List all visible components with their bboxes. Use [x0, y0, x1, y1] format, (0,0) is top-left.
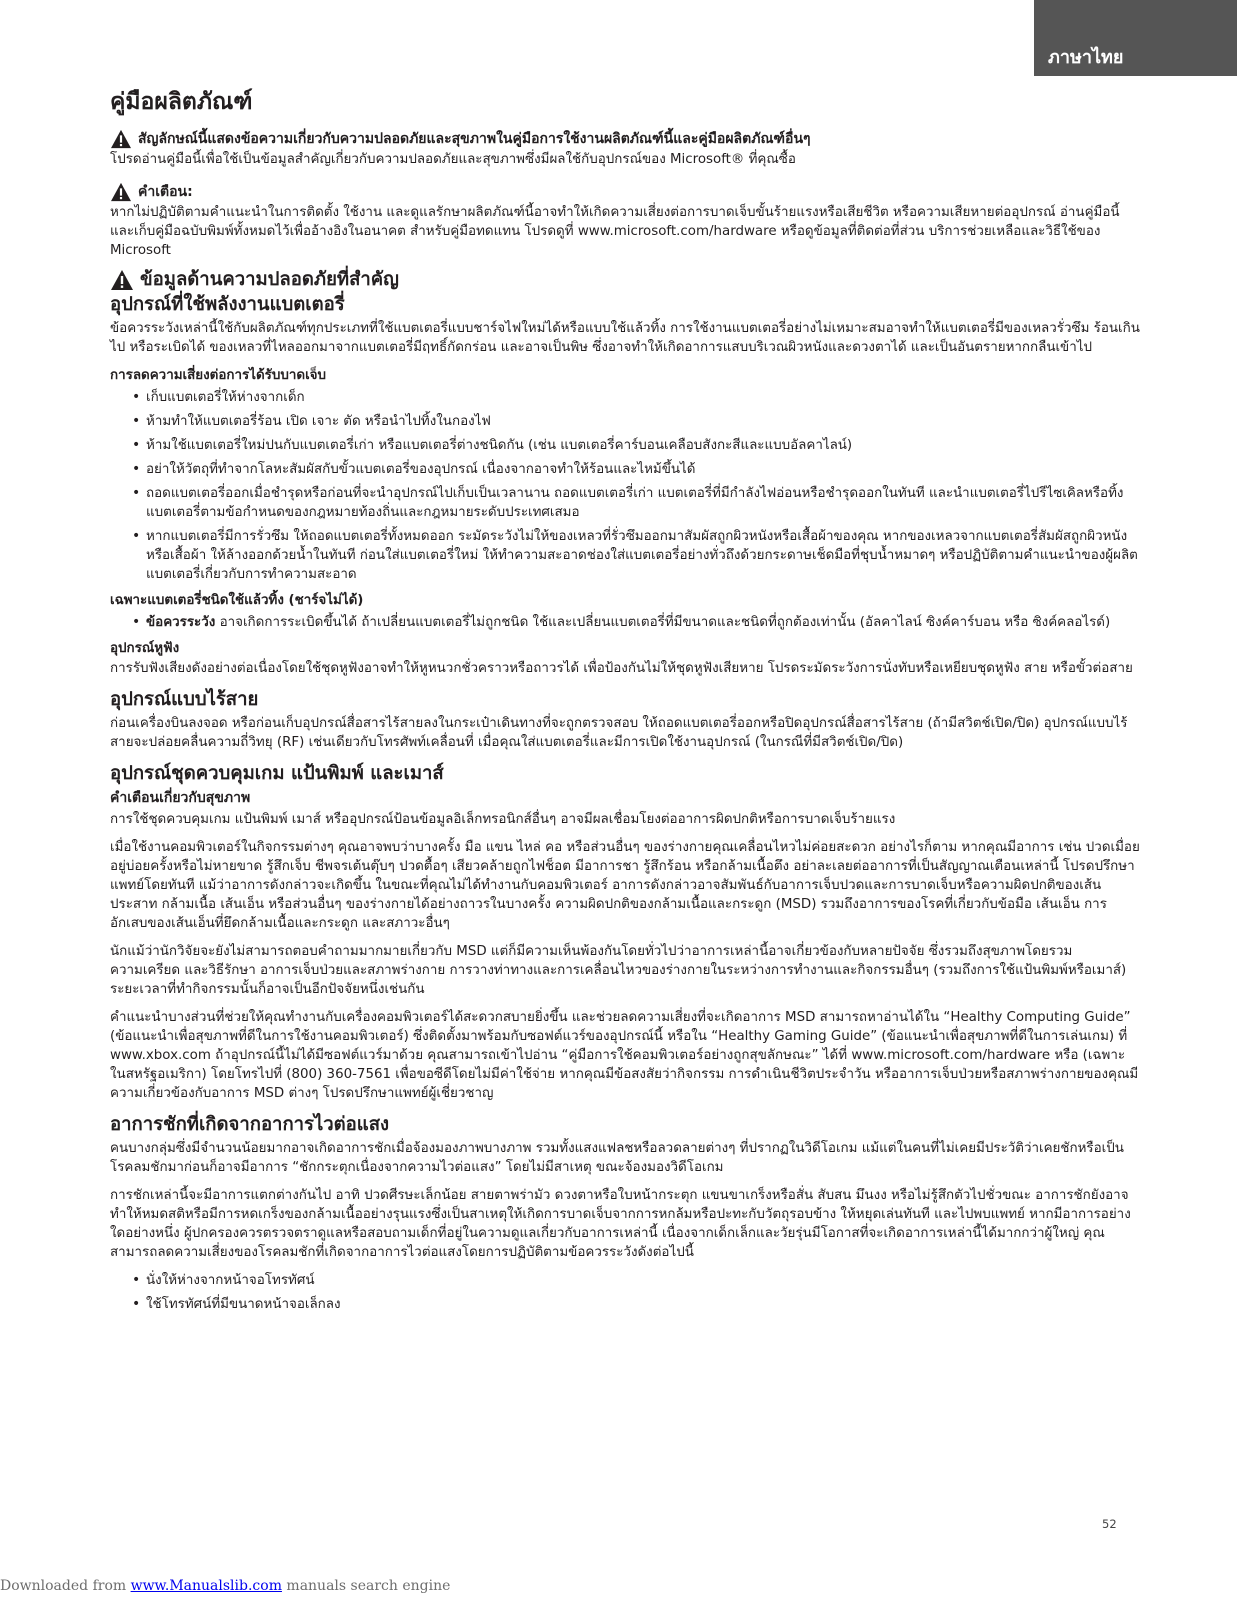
input-paragraph-1: การใช้ชุดควบคุมเกม แป้นพิมพ์ เมาส์ หรืออุปกรณ์ป้อนข้อมูลอิเล็กทรอนิกส์อื่นๆ อาจมีผลเชื่อมโยงต่ออาการผิดปกติหรือการบาดเจ็บร้ายแรง: [110, 812, 896, 827]
input-paragraph-3: นักแม้ว่านักวิจัยจะยังไม่สามารถตอบคำถามมากมายเกี่ยวกับ MSD แต่ก็มีความเห็นพ้องกันโดยทั่วไปว่าอาการเหล่านี้อาจเกี่ยวข้องกับหลายปัจจัย ซึ่งรวมถึงสุขภาพโดยรวม ความเครียด และวิธีรักษา อาการเจ็บป่วยและสภาพร่างกาย การวางท่าทางและการเคลื่อนไหวของร่างกายในระหว่างการทำงานและกิจกรรมอื่นๆ (รวมถึงการใช้แป้นพิมพ์หรือเมาส์) ระยะเวลาที่ทำกิจกรรมนั้นก็อาจเป็นอีกปัจจัยหนึ่งเช่นกัน: [110, 944, 1127, 997]
wireless-heading: อุปกรณ์แบบไร้สาย: [110, 689, 259, 710]
seizures-paragraph-2: การชักเหล่านี้จะมีอาการแตกต่างกันไป อาทิ ปวดศีรษะเล็กน้อย สายตาพร่ามัว ดวงตาหรือใบหน้ากระตุก แขนขาเกร็งหรือสั่น สับสน มึนงง หรือไม่รู้สึกตัวไปชั่วขณะ อาการชักยังอาจทำให้หมดสติหรือมีการหดเกร็งของกล้ามเนื้ออย่างรุนแรงซึ่งเป็นสาเหตุให้เกิดการบาดเจ็บจากการหกล้มหรือปะทะกับวัตถุรอบข้าง ให้หยุดเล่นทันที และไปพบแพทย์ หากมีอาการอย่างใดอย่างหนึ่ง ผู้ปกครองควรตรวจตราดูแลหรือสอบถามเด็กที่อยู่ในความดูแลเกี่ยวกับอาการเหล่านี้ เนื่องจากเด็กเล็กและวัยรุ่นมีโอกาสที่จะเกิดอาการเหล่านี้ได้มากกว่าผู้ใหญ่ คุณสามารถลดความเสี่ยงของโรคลมชักที่เกิดจากอาการไวต่อแสงโดยการปฏิบัติตามข้อควรระวังดังต่อไปนี้: [110, 1188, 1131, 1260]
health-warning-heading: คำเตือนเกี่ยวกับสุขภาพ: [110, 790, 251, 806]
warning-triangle-icon: [110, 182, 132, 202]
caution-text: อาจเกิดการระเบิดขึ้นได้ ถ้าเปลี่ยนแบตเตอรี่ไม่ถูกชนิด ใช้และเปลี่ยนแบตเตอรี่ที่มีขนาดและชนิดที่ถูกต้องเท่านั้น (อัลคาไลน์ ซิงค์คาร์บอน หรือ ซิงค์คลอไรด์): [215, 615, 1111, 630]
wireless-paragraph: ก่อนเครื่องบินลงจอด หรือก่อนเก็บอุปกรณ์สื่อสารไร้สายลงในกระเป๋าเดินทางที่จะถูกตรวจสอบ ให้ถอดแบตเตอรี่ออกหรือปิดอุปกรณ์สื่อสารไร้สาย (ถ้ามีสวิตช์เปิด/ปิด) อุปกรณ์แบบไร้สายจะปล่อยคลื่นความถี่วิทยุ (RF) เช่นเดียวกับโทรศัพท์เคลื่อนที่ เมื่อคุณใส่แบตเตอรี่และมีการเปิดใช้งานอุปกรณ์ (ในกรณีที่มีสวิตช์เปิด/ปิด): [110, 716, 1128, 750]
input-devices-heading: อุปกรณ์ชุดควบคุมเกม แป้นพิมพ์ และเมาส์: [110, 763, 444, 784]
headset-heading: อุปกรณ์หูฟัง: [110, 641, 180, 656]
footer-prefix: Downloaded from: [0, 1578, 131, 1594]
seizures-heading: อาการชักที่เกิดจากอาการไวต่อแสง: [110, 1114, 390, 1135]
list-item: [110, 613, 1140, 632]
list-item: • ห้ามใช้แบตเตอรี่ใหม่ปนกับแบตเตอรี่เก่า หรือแบตเตอรี่ต่างชนิดกัน (เช่น แบตเตอรี่คาร์บอนเคลือบสังกะสีและแบบอัลคาไลน์): [110, 436, 1140, 455]
disposable-list: [110, 613, 1140, 632]
seizures-paragraph-1: คนบางกลุ่มซึ่งมีจำนวนน้อยมากอาจเกิดอาการชักเมื่อจ้องมองภาพบางภาพ รวมทั้งแสงแฟลชหรือลวดลายต่างๆ ที่ปรากฏในวิดีโอเกม แม้แต่ในคนที่ไม่เคยมีประวัติว่าเคยชักหรือเป็นโรคลมชักมาก่อนก็อาจมีอาการ “ชักกระตุกเนื่องจากความไวต่อแสง” โดยไม่มีสาเหตุ ขณะจ้องมองวิดีโอเกม: [110, 1141, 1124, 1175]
disposable-heading: เฉพาะแบตเตอรี่ชนิดใช้แล้วทิ้ง (ชาร์จไม่ได้): [110, 593, 364, 608]
list-item: • ถอดแบตเตอรี่ออกเมื่อชำรุดหรือก่อนที่จะนำอุปกรณ์ไปเก็บเป็นเวลานาน ถอดแบตเตอรี่เก่า แบตเตอรี่ที่มีกำลังไฟอ่อนหรือชำรุดออกในทันที และนำแบตเตอรี่ไปรีไซเคิลหรือทิ้งแบตเตอรี่ตามข้อกำหนดของกฎหมายท้องถิ่นและกฎหมายระดับประเทศเสมอ: [110, 484, 1140, 522]
risk-list: [110, 388, 1140, 584]
warning-triangle-icon: [110, 129, 132, 149]
list-item: • หากแบตเตอรี่มีการรั่วซึม ให้ถอดแบตเตอรี่ทั้งหมดออก ระมัดระวังไม่ให้ของเหลวที่รั่วซึมออกมาสัมผัสถูกผิวหนังหรือเสื้อผ้าของคุณ หากของเหลวจากแบตเตอรี่สัมผัสถูกผิวหนังหรือเสื้อผ้า ให้ล้างออกด้วยน้ำในทันที ก่อนใส่แบตเตอรี่ใหม่ ให้ทำความสะอาดช่องใส่แบตเตอรี่อย่างทั่วถึงด้วยกระดาษเช็ดมือที่ชุบน้ำหมาดๆ หรือปฏิบัติตามคำแนะนำของผู้ผลิตแบตเตอรี่เกี่ยวกับการทำความสะอาด: [110, 527, 1140, 584]
important-safety-heading: [110, 269, 1140, 291]
seizures-list: [110, 1271, 1140, 1314]
intro-paragraph: โปรดอ่านคู่มือนี้เพื่อใช้เป็นข้อมูลสำคัญเกี่ยวกับความปลอดภัยและสุขภาพซึ่งมีผลใช้กับอุปกรณ์ของ Microsoft® ที่คุณซื้อ: [110, 152, 796, 167]
safety-symbol-text: สัญลักษณ์นี้แสดงข้อความเกี่ยวกับความปลอดภัยและสุขภาพในคู่มือการใช้งานผลิตภัณฑ์นี้และคู่มือผลิตภัณฑ์อื่นๆ: [138, 131, 811, 147]
warning-heading: [110, 181, 1140, 203]
list-item: • เก็บแบตเตอรี่ให้ห่างจากเด็ก: [110, 388, 1140, 407]
download-footer: [0, 1578, 450, 1594]
battery-paragraph: ข้อควรระวังเหล่านี้ใช้กับผลิตภัณฑ์ทุกประเภทที่ใช้แบตเตอรี่แบบชาร์จไฟใหม่ได้หรือแบบใช้แล้วทิ้ง การใช้งานแบตเตอรี่อย่างไม่เหมาะสมอาจทำให้แบตเตอรี่มีของเหลวรั่วซึม ร้อนเกินไป หรือระเบิดได้ ของเหลวที่ไหลออกมาจากแบตเตอรี่มีฤทธิ์กัดกร่อน และอาจเป็นพิษ ซึ่งอาจทำให้เกิดอาการแสบบริเวณผิวหนังและดวงตาได้ และเป็นอันตรายหากกลืนเข้าไป: [110, 321, 1140, 355]
list-item: • ห้ามทำให้แบตเตอรี่ร้อน เปิด เจาะ ตัด หรือนำไปทิ้งในกองไฟ: [110, 412, 1140, 431]
list-item: • อย่าให้วัตถุที่ทำจากโลหะสัมผัสกับขั้วแบตเตอรี่ของอุปกรณ์ เนื่องจากอาจทำให้ร้อนและไหม้ขึ้นได้: [110, 460, 1140, 479]
page-content: [110, 86, 1140, 1320]
manualslib-link[interactable]: www.Manualslib.com: [130, 1578, 282, 1594]
input-paragraph-2: เมื่อใช้งานคอมพิวเตอร์ในกิจกรรมต่างๆ คุณอาจพบว่าบางครั้ง มือ แขน ไหล่ คอ หรือส่วนอื่นๆ ของร่างกายคุณเคลื่อนไหวไม่ค่อยสะดวก อย่างไรก็ตาม หากคุณมีอาการ เช่น ปวดเมื่อยอยู่บ่อยครั้งหรือไม่หายขาด รู้สึกเจ็บ ชีพจรเต้นตุ๊บๆ ปวดตื้อๆ เสียวคล้ายถูกไฟช็อต มีอาการชา รู้สึกร้อน หรือกล้ามเนื้อตึง อย่าละเลยต่ออาการที่เป็นสัญญาณเตือนเหล่านี้ โปรดปรึกษาแพทย์โดยทันที แม้ว่าอาการดังกล่าวจะเกิดขึ้น ในขณะที่คุณไม่ได้ทำงานกับคอมพิวเตอร์ อาการดังกล่าวอาจสัมพันธ์กับอาการเจ็บปวดและการบาดเจ็บหรือความผิดปกติของเส้นประสาท กล้ามเนื้อ เส้นเอ็น หรือส่วนอื่นๆ ของร่างกายได้อย่างถาวรในบางครั้ง ความผิดปกติของกล้ามเนื้อและกระดูก (MSD) รวมถึงอาการของโรคที่เกี่ยวกับข้อมือ เส้นเอ็น การอักเสบของเส้นเอ็นที่ยึดกล้ามเนื้อและกระดูก และสภาวะอื่นๆ: [110, 840, 1140, 931]
risk-heading: การลดความเสี่ยงต่อการได้รับบาดเจ็บ: [110, 368, 326, 383]
language-tab: ภาษาไทย: [1034, 0, 1237, 76]
important-safety-text: ข้อมูลด้านความปลอดภัยที่สำคัญ: [140, 269, 399, 290]
caution-label: ข้อควรระวัง: [146, 615, 216, 630]
footer-suffix: manuals search engine: [281, 1578, 451, 1594]
page-number: 52: [1102, 1517, 1117, 1531]
safety-symbol-notice: [110, 128, 1140, 150]
warning-triangle-icon: [110, 269, 134, 291]
input-paragraph-4: คำแนะนำบางส่วนที่ช่วยให้คุณทำงานกับเครื่องคอมพิวเตอร์ได้สะดวกสบายยิ่งขึ้น และช่วยลดความเสี่ยงที่จะเกิดอาการ MSD สามารถหาอ่านได้ใน “Healthy Computing Guide” (ข้อแนะนำเพื่อสุขภาพที่ดีในการใช้งานคอมพิวเตอร์) ซึ่งติดตั้งมาพร้อมกับซอฟต์แวร์ของอุปกรณ์นี้ หรือใน “Healthy Gaming Guide” (ข้อแนะนำเพื่อสุขภาพที่ดีในการเล่นเกม) ที่ www.xbox.com ถ้าอุปกรณ์นี้ไม่ได้มีซอฟต์แวร์มาด้วย คุณสามารถเข้าไปอ่าน “คู่มือการใช้คอมพิวเตอร์อย่างถูกสุขลักษณะ” ได้ที่ www.microsoft.com/hardware หรือ (เฉพาะในสหรัฐอเมริกา) โดยโทรไปที่ (800) 360-7561 เพื่อขอซีดีโดยไม่มีค่าใช้จ่าย หากคุณมีข้อสงสัยว่ากิจกรรม การดำเนินชีวิตประจำวัน หรืออาการเจ็บป่วยหรือสภาพร่างกายของคุณมีความเกี่ยวข้องกับอาการ MSD ต่างๆ โปรดปรึกษาแพทย์ผู้เชี่ยวชาญ: [110, 1010, 1139, 1101]
list-item: • นั่งให้ห่างจากหน้าจอโทรทัศน์: [110, 1271, 1140, 1290]
headset-paragraph: การรับฟังเสียงดังอย่างต่อเนื่องโดยใช้ชุดหูฟังอาจทำให้หูหนวกชั่วคราวหรือถาวรได้ เพื่อป้องกันไม่ให้ชุดหูฟังเสียหาย โปรดระมัดระวังการนั่งทับหรือเหยียบชุดหูฟัง สาย หรือขั้วต่อสาย: [110, 661, 1133, 676]
page-title: คู่มือผลิตภัณฑ์: [110, 89, 253, 115]
warning-paragraph: หากไม่ปฏิบัติตามคำแนะนำในการติดตั้ง ใช้งาน และดูแลรักษาผลิตภัณฑ์นี้อาจทำให้เกิดความเสี่ยงต่อการบาดเจ็บขั้นร้ายแรงหรือเสียชีวิต หรือความเสียหายต่ออุปกรณ์ อ่านคู่มือนี้ และเก็บคู่มือฉบับพิมพ์ทั้งหมดไว้เพื่ออ้างอิงในอนาคต สำหรับคู่มือทดแทน โปรดดูที่ www.microsoft.com/hardware หรือดูข้อมูลที่ติดต่อที่ส่วน บริการช่วยเหลือและวิธีใช้ของ Microsoft: [110, 205, 1120, 258]
list-item: • ใช้โทรทัศน์ที่มีขนาดหน้าจอเล็กลง: [110, 1295, 1140, 1314]
battery-heading: อุปกรณ์ที่ใช้พลังงานแบตเตอรี่: [110, 294, 345, 315]
warning-label: คำเตือน:: [138, 184, 193, 200]
